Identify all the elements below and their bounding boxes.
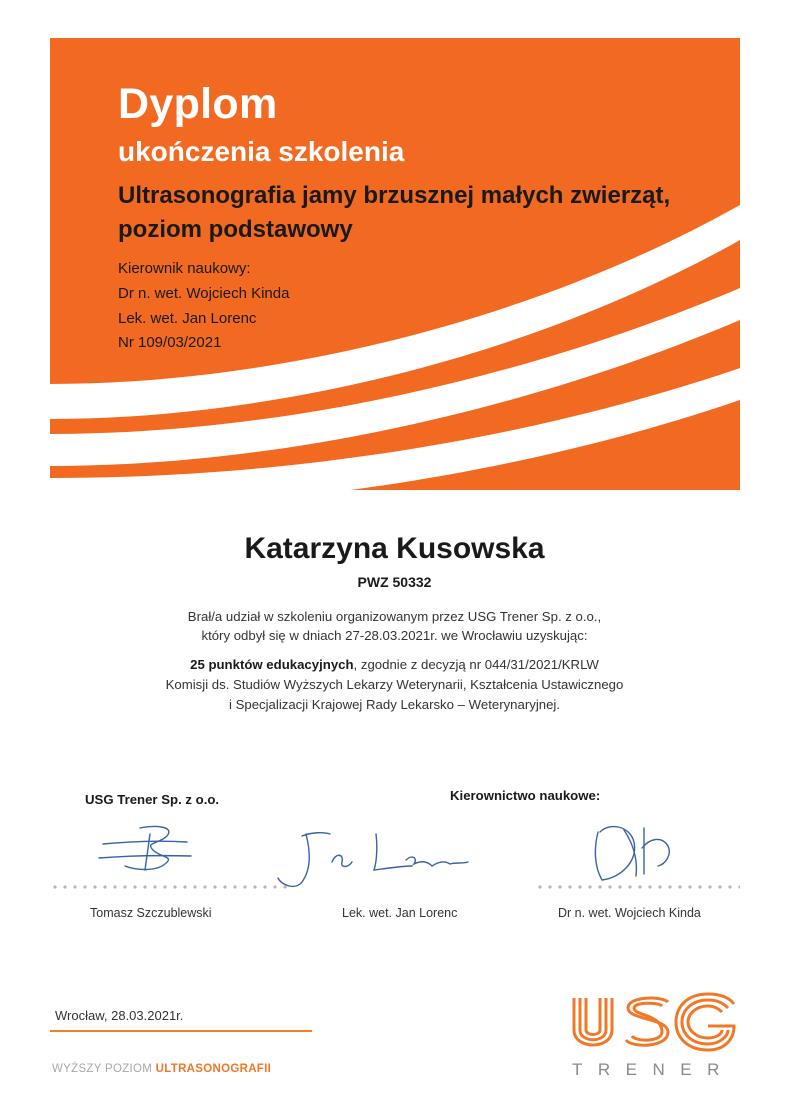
body-points-line	[0, 657, 789, 672]
footer-tagline	[52, 1063, 271, 1075]
recipient-name: Katarzyna Kusowska	[244, 532, 545, 565]
signatory-szczublewski: Tomasz Szczublewski	[90, 906, 212, 920]
body-line-4: Komisji ds. Studiów Wyższych Lekarzy Weterynarii, Kształcenia Ustawicznego	[165, 677, 624, 692]
recipient-pwz: PWZ 50332	[357, 574, 432, 590]
tagline-gray: WYŻSZY POZIOM	[52, 1063, 156, 1075]
signatory-kinda: Dr n. wet. Wojciech Kinda	[558, 906, 701, 920]
org-label: USG Trener Sp. z o.o.	[85, 792, 220, 807]
diploma-title: Dyplom	[118, 80, 278, 128]
body-line-1: Brał/a udział w szkoleniu organizowanym przez USG Trener Sp. z o.o.,	[187, 609, 602, 624]
signature-kinda	[580, 818, 690, 888]
issue-date: Wrocław, 28.03.2021r.	[55, 1008, 184, 1023]
body-line-2: który odbył się w dniach 27-28.03.2021r. we Wrocławiu uzyskując:	[201, 628, 588, 643]
meta-supervisor-label: Kierownik naukowy:	[118, 260, 251, 277]
usg-logo	[568, 990, 740, 1056]
signature-dotted-line-left	[50, 885, 290, 889]
points-rest: , zgodnie z decyzją nr 044/31/2021/KRLW	[353, 657, 599, 672]
diploma-subtitle: ukończenia szkolenia	[118, 136, 405, 167]
signature-lorenc	[272, 822, 472, 894]
course-title-line2: poziom podstawowy	[118, 216, 353, 243]
signature-szczublewski	[95, 822, 205, 878]
scientific-label: Kierownictwo naukowe:	[450, 788, 601, 803]
points-bold: 25 punktów edukacyjnych	[190, 657, 354, 672]
signatory-lorenc: Lek. wet. Jan Lorenc	[342, 906, 458, 920]
course-title-line1: Ultrasonografia jamy brzusznej małych zwierząt,	[118, 182, 671, 209]
body-line-5: i Specjalizacji Krajowej Rady Lekarsko – Weterynaryjnej.	[228, 697, 561, 712]
logo-subtitle: TRENER	[572, 1060, 735, 1079]
signature-dotted-line-right	[535, 885, 740, 889]
footer-divider	[50, 1030, 312, 1032]
tagline-orange: ULTRASONOGRAFII	[155, 1063, 272, 1075]
meta-supervisor-2: Lek. wet. Jan Lorenc	[118, 310, 257, 327]
meta-supervisor-1: Dr n. wet. Wojciech Kinda	[118, 285, 290, 302]
meta-certificate-number: Nr 109/03/2021	[118, 334, 222, 351]
